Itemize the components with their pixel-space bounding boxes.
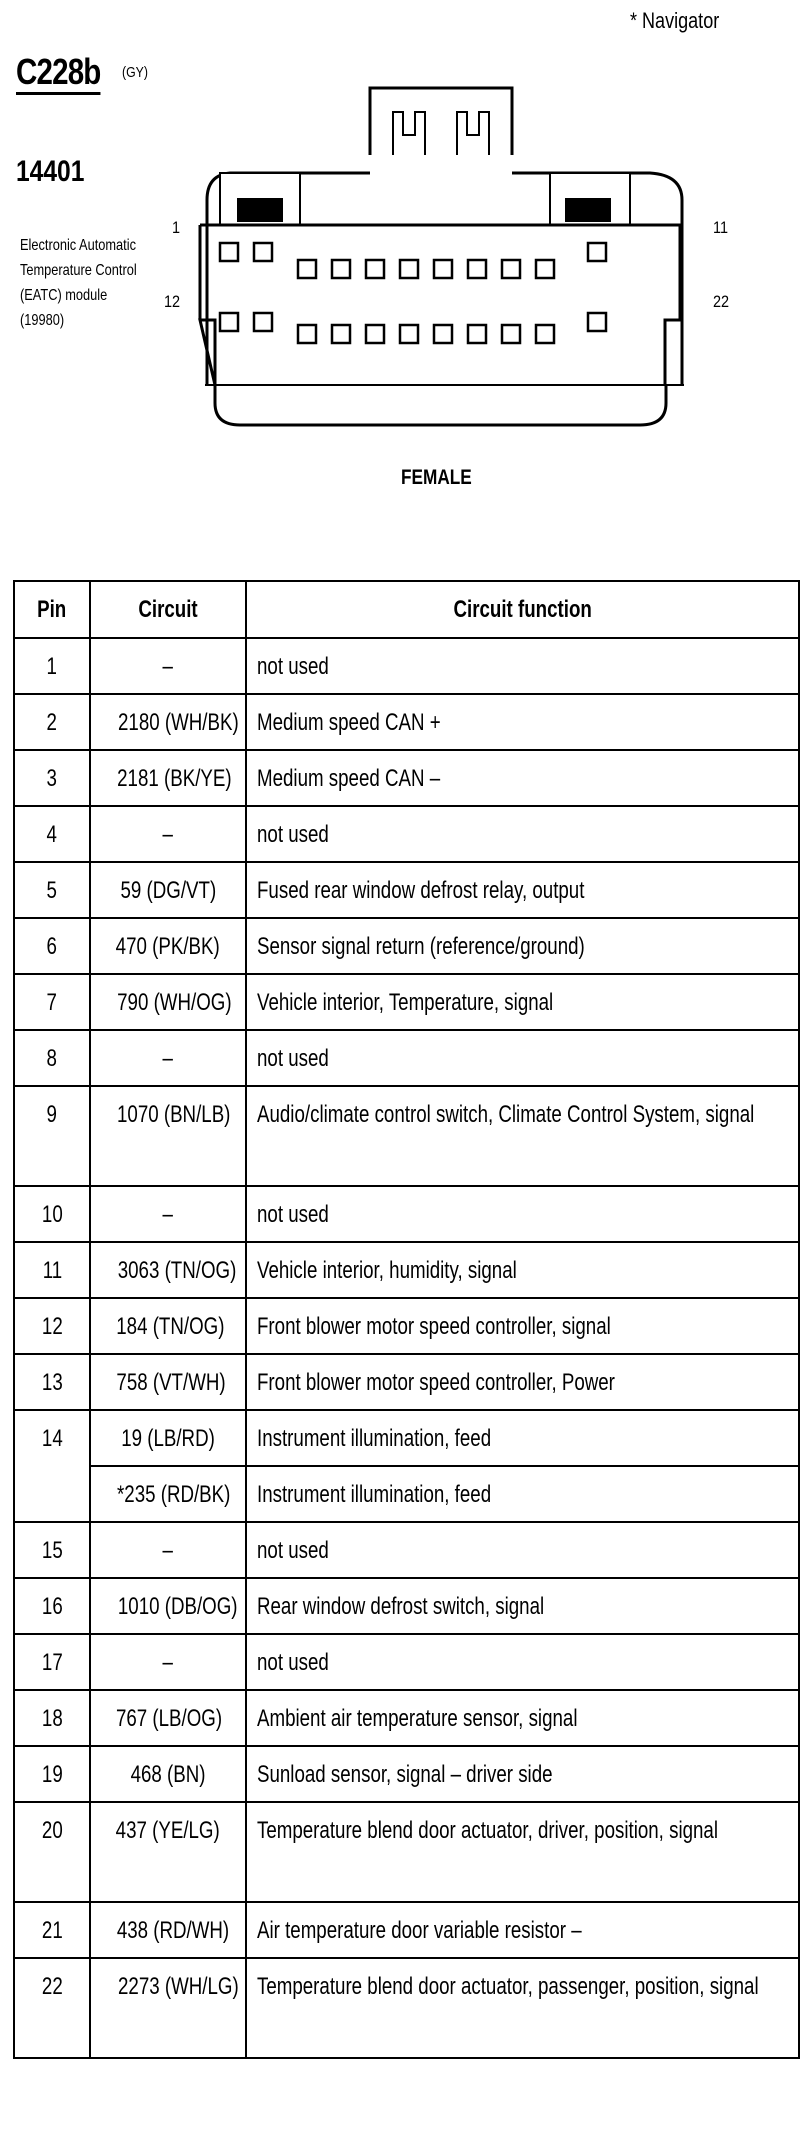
table-row (14, 694, 799, 750)
pin-cell: 22 (14, 1958, 90, 2058)
table-row (14, 1690, 799, 1746)
circuit-cell: *235 (RD/BK) (90, 1466, 246, 1522)
function-cell: Vehicle interior, humidity, signal (246, 1242, 799, 1298)
table-row (14, 1298, 799, 1354)
column-header-function: Circuit function (246, 581, 799, 638)
pin-label-1: 1 (172, 218, 181, 237)
circuit-cell: 438 (RD/WH) (90, 1902, 246, 1958)
circuit-cell: – (90, 1030, 246, 1086)
circuit-cell: – (90, 1186, 246, 1242)
module-line: (19980) (20, 312, 65, 329)
table-row (14, 1186, 799, 1242)
footnote-navigator: * Navigator (630, 8, 720, 33)
circuit-cell: 59 (DG/VT) (90, 862, 246, 918)
table-row (14, 918, 799, 974)
module-line: (EATC) module (20, 287, 108, 304)
cavity-row-top (220, 243, 606, 278)
table-row (14, 1030, 799, 1086)
pin-cell: 15 (14, 1522, 90, 1578)
function-cell: Medium speed CAN + (246, 694, 799, 750)
circuit-cell: 2181 (BK/YE) (90, 750, 246, 806)
pin-cell: 10 (14, 1186, 90, 1242)
function-cell: Temperature blend door actuator, driver, position, signal (246, 1802, 799, 1902)
pinout-table (13, 580, 800, 2059)
pin-cell: 2 (14, 694, 90, 750)
column-header-circuit: Circuit (90, 581, 246, 638)
function-cell: Front blower motor speed controller, signal (246, 1298, 799, 1354)
table-header-row (14, 581, 799, 638)
pin-label-22: 22 (713, 292, 730, 311)
circuit-cell: 468 (BN) (90, 1746, 246, 1802)
function-cell: not used (246, 806, 799, 862)
pin-cell: 16 (14, 1578, 90, 1634)
table-row (14, 1522, 799, 1578)
function-cell: Fused rear window defrost relay, output (246, 862, 799, 918)
function-cell: Front blower motor speed controller, Power (246, 1354, 799, 1410)
pin-label-11: 11 (713, 218, 729, 237)
function-cell: not used (246, 1634, 799, 1690)
function-cell: Temperature blend door actuator, passenger, position, signal (246, 1958, 799, 2058)
function-cell: Rear window defrost switch, signal (246, 1578, 799, 1634)
function-cell: not used (246, 638, 799, 694)
circuit-cell: 19 (LB/RD) (90, 1410, 246, 1466)
function-cell: Instrument illumination, feed (246, 1410, 799, 1466)
circuit-cell: – (90, 1634, 246, 1690)
circuit-cell: 1010 (DB/OG) (90, 1578, 246, 1634)
circuit-cell: – (90, 1522, 246, 1578)
function-cell: not used (246, 1186, 799, 1242)
pin-cell: 5 (14, 862, 90, 918)
function-cell: not used (246, 1030, 799, 1086)
table-row (14, 974, 799, 1030)
function-cell: Audio/climate control switch, Climate Control System, signal (246, 1086, 799, 1186)
circuit-cell: 758 (VT/WH) (90, 1354, 246, 1410)
table-row (14, 1354, 799, 1410)
pin-cell: 3 (14, 750, 90, 806)
circuit-cell: 3063 (TN/OG) (90, 1242, 246, 1298)
column-header-pin: Pin (14, 581, 90, 638)
function-cell: Ambient air temperature sensor, signal (246, 1690, 799, 1746)
circuit-cell: 2180 (WH/BK) (90, 694, 246, 750)
pin-cell: 17 (14, 1634, 90, 1690)
connector-id: C228b (16, 52, 101, 95)
table-row (14, 1958, 799, 2058)
circuit-cell: 790 (WH/OG) (90, 974, 246, 1030)
pin-cell: 7 (14, 974, 90, 1030)
table-row (14, 1086, 799, 1186)
circuit-cell: 437 (YE/LG) (90, 1802, 246, 1902)
table-row (14, 1410, 799, 1466)
circuit-cell: – (90, 638, 246, 694)
table-row (14, 1242, 799, 1298)
circuit-cell: 2273 (WH/LG) (90, 1958, 246, 2058)
module-line: Temperature Control (20, 262, 137, 279)
connector-gender: FEMALE (401, 466, 472, 489)
pin-cell: 4 (14, 806, 90, 862)
pin-cell: 14 (14, 1410, 90, 1522)
connector-color: (GY) (122, 64, 148, 81)
function-cell: Air temperature door variable resistor – (246, 1902, 799, 1958)
function-cell: Instrument illumination, feed (246, 1466, 799, 1522)
pin-label-12: 12 (164, 292, 181, 311)
table-row (14, 1902, 799, 1958)
table-row (14, 862, 799, 918)
pin-cell: 21 (14, 1902, 90, 1958)
table-row (14, 1746, 799, 1802)
module-line: Electronic Automatic (20, 237, 136, 254)
module-description (20, 233, 156, 333)
function-cell: Sunload sensor, signal – driver side (246, 1746, 799, 1802)
circuit-cell: – (90, 806, 246, 862)
connector-face-diagram (190, 85, 690, 430)
table-row (14, 1802, 799, 1902)
table-row (14, 638, 799, 694)
function-cell: Vehicle interior, Temperature, signal (246, 974, 799, 1030)
function-cell: Sensor signal return (reference/ground) (246, 918, 799, 974)
table-row (14, 1578, 799, 1634)
pin-cell: 18 (14, 1690, 90, 1746)
circuit-cell: 470 (PK/BK) (90, 918, 246, 974)
pin-cell: 20 (14, 1802, 90, 1902)
table-row (14, 1466, 799, 1522)
pin-cell: 11 (14, 1242, 90, 1298)
pin-cell: 19 (14, 1746, 90, 1802)
table-row (14, 806, 799, 862)
pin-cell: 13 (14, 1354, 90, 1410)
cavity-row-bottom (220, 313, 606, 343)
part-number: 14401 (16, 155, 85, 188)
circuit-cell: 1070 (BN/LB) (90, 1086, 246, 1186)
function-cell: not used (246, 1522, 799, 1578)
pin-cell: 12 (14, 1298, 90, 1354)
circuit-cell: 184 (TN/OG) (90, 1298, 246, 1354)
table-row (14, 750, 799, 806)
function-cell: Medium speed CAN – (246, 750, 799, 806)
pin-cell: 1 (14, 638, 90, 694)
circuit-cell: 767 (LB/OG) (90, 1690, 246, 1746)
table-row (14, 1634, 799, 1690)
pin-cell: 9 (14, 1086, 90, 1186)
pin-cell: 6 (14, 918, 90, 974)
pin-cell: 8 (14, 1030, 90, 1086)
